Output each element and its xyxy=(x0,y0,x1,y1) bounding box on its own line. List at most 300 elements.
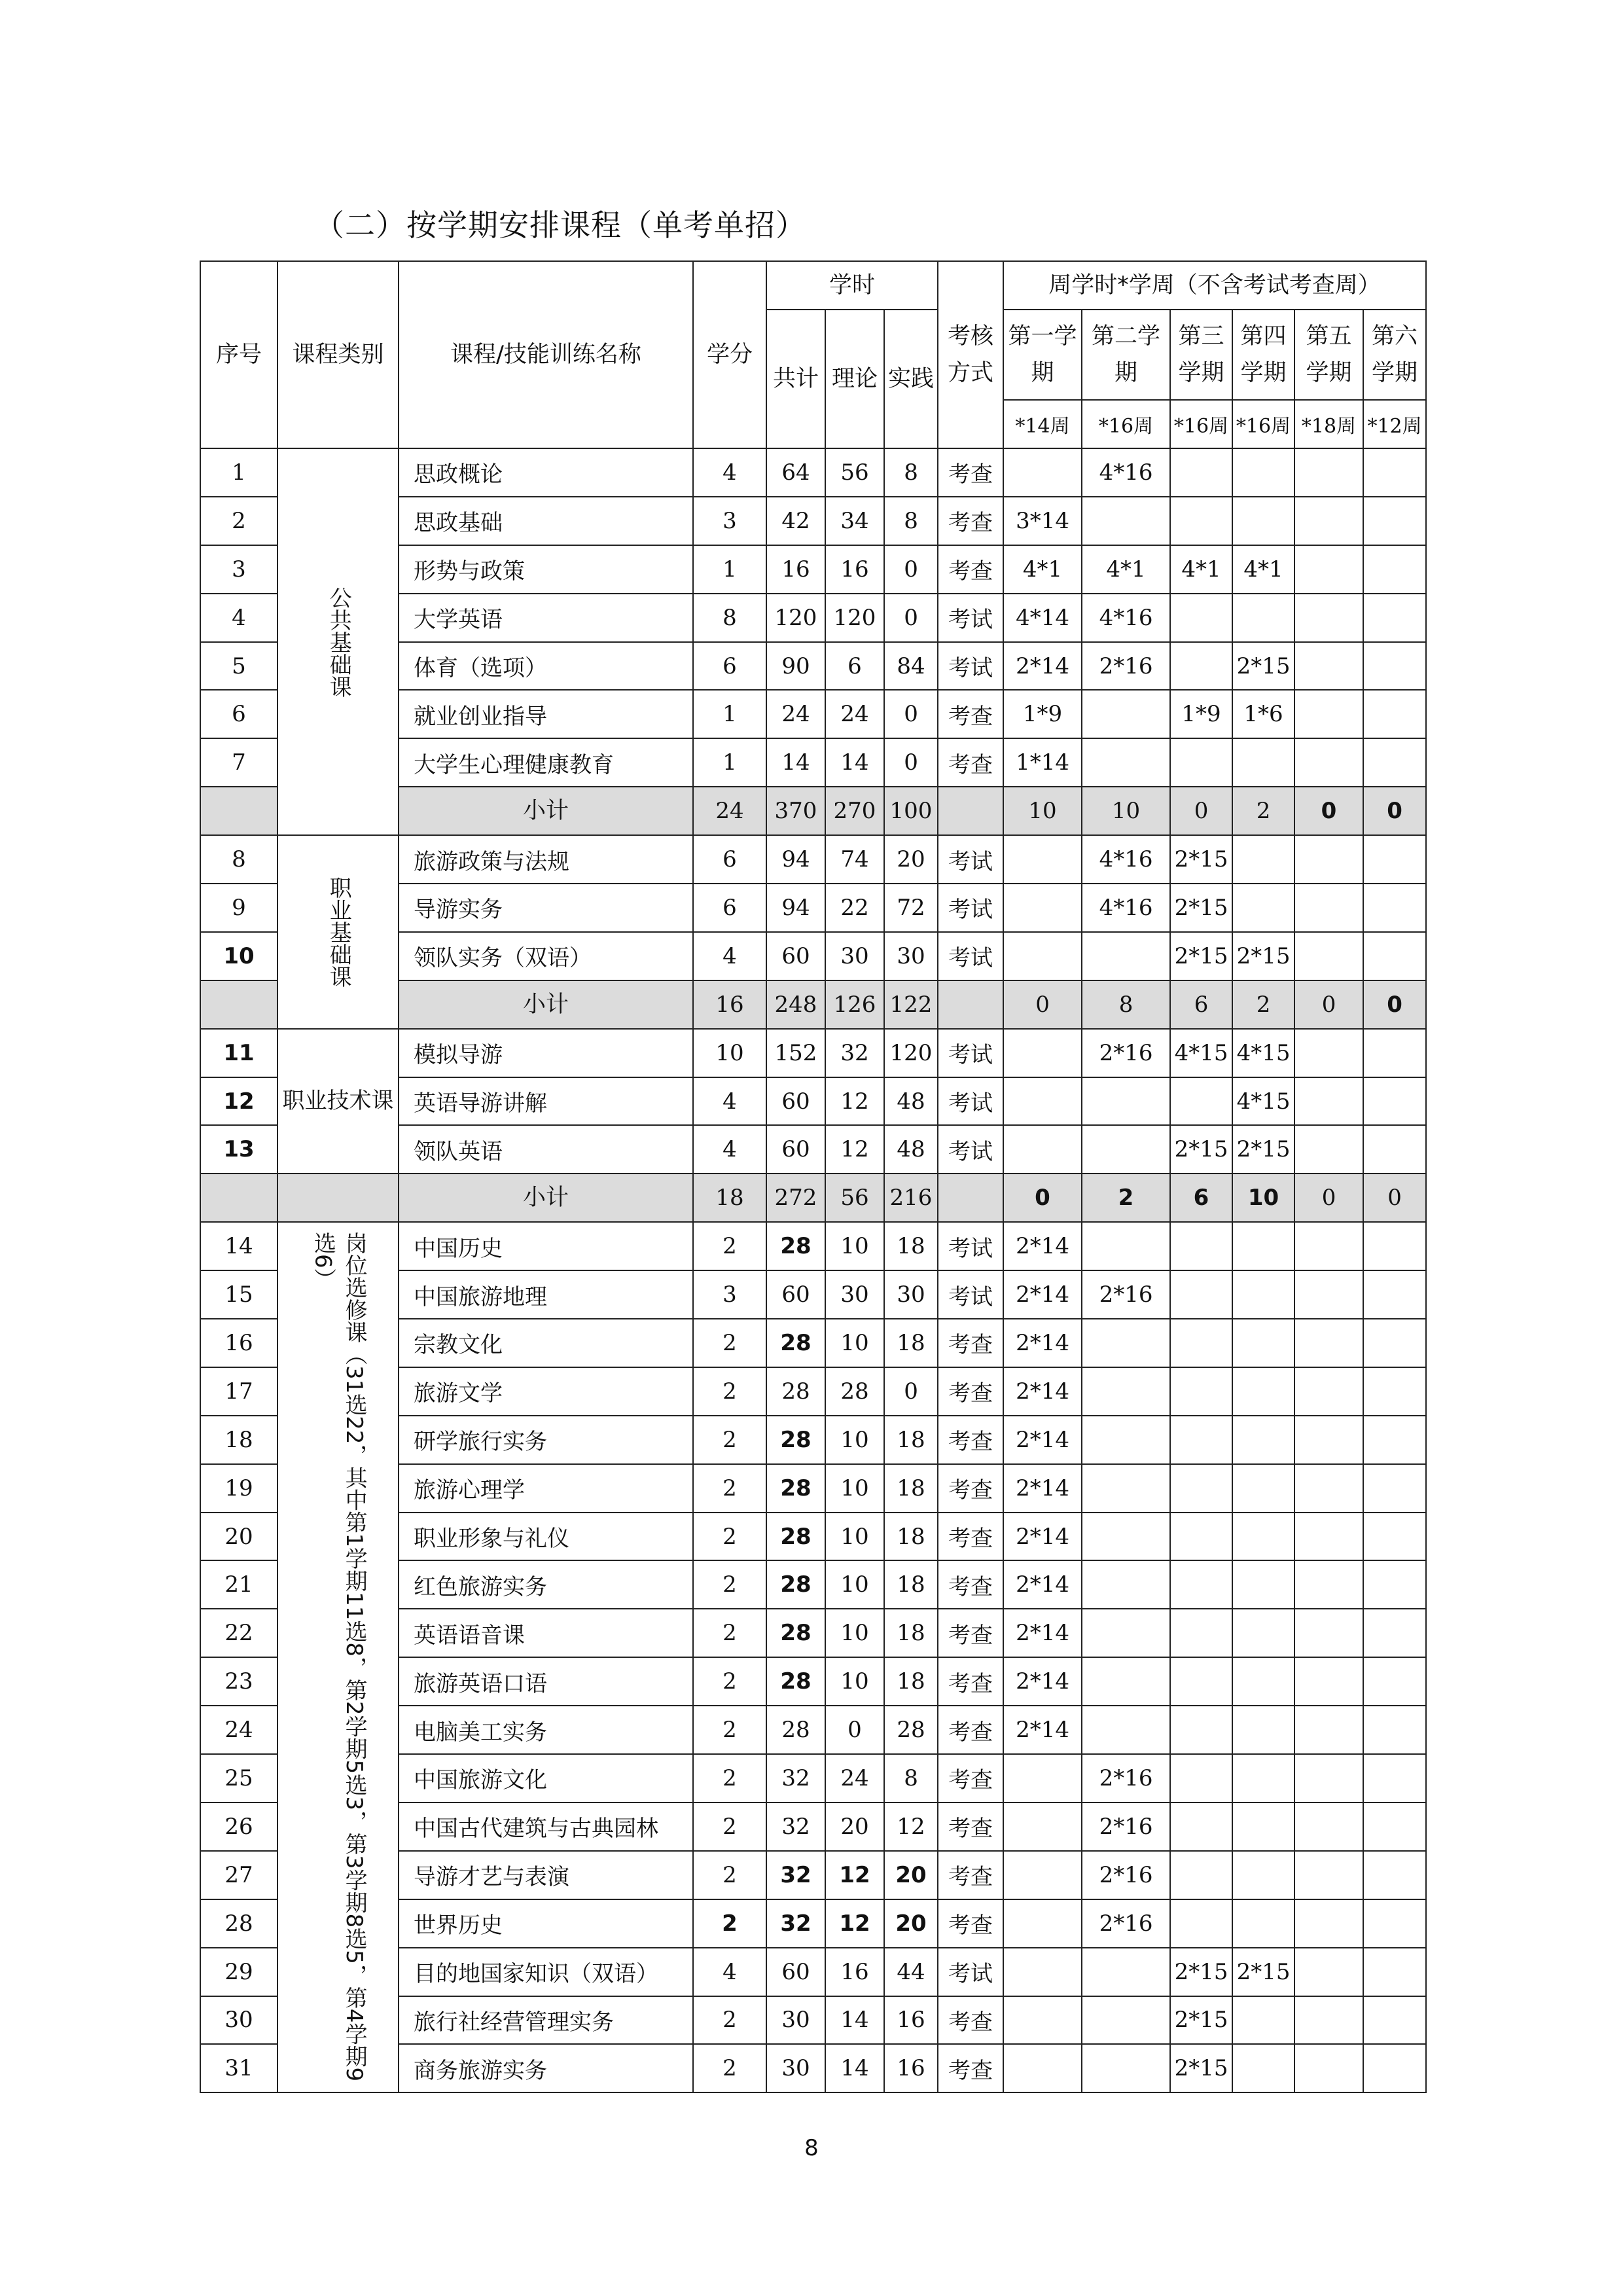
cell-s5 xyxy=(1294,1754,1363,1803)
cell-name: 世界历史 xyxy=(399,1899,693,1948)
cell-exam: 考查 xyxy=(938,1996,1003,2045)
cell-name: 中国旅游文化 xyxy=(399,1754,693,1803)
header-exam: 考核方式 xyxy=(938,261,1003,448)
cell-theory: 22 xyxy=(825,884,884,932)
subtotal-value: 0 xyxy=(1294,980,1363,1029)
cell-name: 宗教文化 xyxy=(399,1319,693,1367)
cell-s6 xyxy=(1363,497,1426,545)
subtotal-value: 0 xyxy=(1363,980,1426,1029)
cell-s5 xyxy=(1294,932,1363,980)
cell-theory: 10 xyxy=(825,1560,884,1609)
cell-seq: 5 xyxy=(200,642,277,691)
cell-s5 xyxy=(1294,690,1363,738)
header-semester-4: 第四学期 xyxy=(1232,310,1294,400)
cell-s6 xyxy=(1363,1367,1426,1416)
cell-exam: 考查 xyxy=(938,1513,1003,1561)
cell-total: 94 xyxy=(766,835,825,884)
cell-s2 xyxy=(1082,690,1170,738)
cell-s5 xyxy=(1294,545,1363,594)
cell-seq: 11 xyxy=(200,1029,277,1077)
cell-exam: 考查 xyxy=(938,1464,1003,1513)
cell-seq: 22 xyxy=(200,1609,277,1657)
cell-name: 英语导游讲解 xyxy=(399,1077,693,1126)
cell-s6 xyxy=(1363,1416,1426,1464)
cell-name: 英语语音课 xyxy=(399,1609,693,1657)
cell-theory: 12 xyxy=(825,1125,884,1174)
cell-s3 xyxy=(1170,1222,1232,1270)
header-semester-3: 第三学期 xyxy=(1170,310,1232,400)
cell-s3 xyxy=(1170,1560,1232,1609)
cell-exam: 考试 xyxy=(938,594,1003,642)
cell-credit: 1 xyxy=(693,738,766,787)
cell-s1 xyxy=(1003,1077,1082,1126)
subtotal-seq-cell xyxy=(200,1174,277,1222)
cell-s6 xyxy=(1363,1996,1426,2045)
cell-theory: 6 xyxy=(825,642,884,691)
cell-practice: 18 xyxy=(884,1560,938,1609)
subtotal-value: 10 xyxy=(1003,787,1082,835)
cell-theory: 12 xyxy=(825,1077,884,1126)
cell-exam: 考试 xyxy=(938,835,1003,884)
cell-s6 xyxy=(1363,1899,1426,1948)
cell-theory: 16 xyxy=(825,1948,884,1996)
cell-s1 xyxy=(1003,884,1082,932)
cell-s1: 2*14 xyxy=(1003,1464,1082,1513)
cell-seq: 17 xyxy=(200,1367,277,1416)
cell-s1 xyxy=(1003,1851,1082,1899)
cell-theory: 24 xyxy=(825,1754,884,1803)
cell-s2 xyxy=(1082,1996,1170,2045)
cell-s6 xyxy=(1363,690,1426,738)
cell-s3 xyxy=(1170,448,1232,497)
cell-exam: 考试 xyxy=(938,1125,1003,1174)
cell-total: 28 xyxy=(766,1513,825,1561)
cell-s4 xyxy=(1232,835,1294,884)
cell-s3: 2*15 xyxy=(1170,2044,1232,2092)
table-row xyxy=(200,835,1426,884)
cell-seq: 1 xyxy=(200,448,277,497)
header-semester-2: 第二学期 xyxy=(1082,310,1170,400)
subtotal-category-cell xyxy=(277,1174,399,1222)
cell-s3 xyxy=(1170,1077,1232,1126)
cell-s1: 4*14 xyxy=(1003,594,1082,642)
cell-total: 28 xyxy=(766,1706,825,1754)
cell-s5 xyxy=(1294,1560,1363,1609)
cell-theory: 10 xyxy=(825,1657,884,1706)
cell-s2: 4*16 xyxy=(1082,594,1170,642)
cell-theory: 120 xyxy=(825,594,884,642)
cell-s5 xyxy=(1294,1029,1363,1077)
cell-name: 中国旅游地理 xyxy=(399,1270,693,1319)
cell-total: 28 xyxy=(766,1657,825,1706)
cell-credit: 2 xyxy=(693,1464,766,1513)
cell-credit: 6 xyxy=(693,835,766,884)
cell-exam: 考查 xyxy=(938,1560,1003,1609)
cell-s1: 4*1 xyxy=(1003,545,1082,594)
cell-s4: 2*15 xyxy=(1232,1125,1294,1174)
cell-s6 xyxy=(1363,1948,1426,1996)
header-weeks-6: *12周 xyxy=(1363,400,1426,448)
cell-s5 xyxy=(1294,1464,1363,1513)
cell-seq: 26 xyxy=(200,1803,277,1851)
subtotal-value: 0 xyxy=(1294,787,1363,835)
cell-theory: 32 xyxy=(825,1029,884,1077)
cell-credit: 4 xyxy=(693,1077,766,1126)
cell-s5 xyxy=(1294,1367,1363,1416)
cell-name: 就业创业指导 xyxy=(399,690,693,738)
cell-seq: 9 xyxy=(200,884,277,932)
cell-credit: 2 xyxy=(693,1996,766,2045)
cell-credit: 2 xyxy=(693,2044,766,2092)
cell-seq: 19 xyxy=(200,1464,277,1513)
cell-credit: 10 xyxy=(693,1029,766,1077)
cell-practice: 16 xyxy=(884,1996,938,2045)
cell-exam: 考试 xyxy=(938,1270,1003,1319)
cell-s4: 4*15 xyxy=(1232,1077,1294,1126)
header-theory: 理论 xyxy=(825,310,884,448)
cell-theory: 0 xyxy=(825,1706,884,1754)
cell-s2 xyxy=(1082,1948,1170,1996)
cell-s5 xyxy=(1294,738,1363,787)
cell-s2 xyxy=(1082,1657,1170,1706)
header-course-name: 课程/技能训练名称 xyxy=(399,261,693,448)
cell-total: 32 xyxy=(766,1899,825,1948)
cell-s4: 2*15 xyxy=(1232,642,1294,691)
cell-practice: 18 xyxy=(884,1222,938,1270)
cell-credit: 4 xyxy=(693,1948,766,1996)
cell-s2 xyxy=(1082,1416,1170,1464)
cell-s2 xyxy=(1082,1513,1170,1561)
subtotal-value: 0 xyxy=(1170,787,1232,835)
cell-s6 xyxy=(1363,1270,1426,1319)
subtotal-value: 2 xyxy=(1232,787,1294,835)
cell-s5 xyxy=(1294,1319,1363,1367)
cell-credit: 2 xyxy=(693,1609,766,1657)
cell-s5 xyxy=(1294,2044,1363,2092)
cell-seq: 27 xyxy=(200,1851,277,1899)
cell-name: 旅行社经营管理实务 xyxy=(399,1996,693,2045)
cell-s3 xyxy=(1170,594,1232,642)
cell-s4: 2*15 xyxy=(1232,1948,1294,1996)
cell-s6 xyxy=(1363,738,1426,787)
cell-total: 28 xyxy=(766,1464,825,1513)
cell-s3 xyxy=(1170,1754,1232,1803)
cell-name: 目的地国家知识（双语） xyxy=(399,1948,693,1996)
cell-s3 xyxy=(1170,1319,1232,1367)
cell-seq: 6 xyxy=(200,690,277,738)
cell-theory: 14 xyxy=(825,1996,884,2045)
cell-s2 xyxy=(1082,1125,1170,1174)
cell-total: 24 xyxy=(766,690,825,738)
cell-s3: 4*1 xyxy=(1170,545,1232,594)
cell-s1: 2*14 xyxy=(1003,1319,1082,1367)
cell-practice: 20 xyxy=(884,1899,938,1948)
subtotal-row xyxy=(200,1174,1426,1222)
cell-credit: 2 xyxy=(693,1319,766,1367)
cell-name: 导游才艺与表演 xyxy=(399,1851,693,1899)
cell-total: 28 xyxy=(766,1367,825,1416)
cell-credit: 2 xyxy=(693,1706,766,1754)
cell-exam: 考查 xyxy=(938,1416,1003,1464)
table-row xyxy=(200,1222,1426,1270)
cell-exam: 考查 xyxy=(938,738,1003,787)
cell-s5 xyxy=(1294,1222,1363,1270)
cell-s3: 2*15 xyxy=(1170,1125,1232,1174)
cell-name: 思政基础 xyxy=(399,497,693,545)
cell-s6 xyxy=(1363,1560,1426,1609)
cell-s6 xyxy=(1363,1609,1426,1657)
cell-name: 思政概论 xyxy=(399,448,693,497)
cell-s4 xyxy=(1232,1270,1294,1319)
cell-s3 xyxy=(1170,497,1232,545)
cell-exam: 考查 xyxy=(938,1899,1003,1948)
cell-total: 30 xyxy=(766,1996,825,2045)
table-row xyxy=(200,1029,1426,1077)
cell-exam: 考查 xyxy=(938,1367,1003,1416)
cell-credit: 2 xyxy=(693,1513,766,1561)
cell-s1 xyxy=(1003,835,1082,884)
cell-s6 xyxy=(1363,1077,1426,1126)
cell-practice: 84 xyxy=(884,642,938,691)
subtotal-label: 小计 xyxy=(399,1174,693,1222)
cell-s1: 2*14 xyxy=(1003,1222,1082,1270)
cell-total: 28 xyxy=(766,1319,825,1367)
subtotal-value: 0 xyxy=(1294,1174,1363,1222)
course-category-cell xyxy=(277,1029,399,1174)
cell-s5 xyxy=(1294,1657,1363,1706)
cell-s5 xyxy=(1294,1416,1363,1464)
cell-name: 领队实务（双语） xyxy=(399,932,693,980)
cell-practice: 16 xyxy=(884,2044,938,2092)
cell-s5 xyxy=(1294,448,1363,497)
cell-s1 xyxy=(1003,1996,1082,2045)
cell-seq: 25 xyxy=(200,1754,277,1803)
subtotal-value: 0 xyxy=(1003,1174,1082,1222)
cell-s2: 2*16 xyxy=(1082,1029,1170,1077)
cell-s5 xyxy=(1294,1270,1363,1319)
cell-s6 xyxy=(1363,545,1426,594)
cell-s6 xyxy=(1363,835,1426,884)
cell-credit: 2 xyxy=(693,1803,766,1851)
cell-s4 xyxy=(1232,1367,1294,1416)
cell-total: 30 xyxy=(766,2044,825,2092)
cell-seq: 8 xyxy=(200,835,277,884)
cell-s2: 4*16 xyxy=(1082,448,1170,497)
subtotal-value: 0 xyxy=(1003,980,1082,1029)
cell-exam: 考试 xyxy=(938,1948,1003,1996)
cell-credit: 3 xyxy=(693,1270,766,1319)
cell-s3: 4*15 xyxy=(1170,1029,1232,1077)
cell-practice: 72 xyxy=(884,884,938,932)
cell-exam: 考试 xyxy=(938,642,1003,691)
subtotal-value: 126 xyxy=(825,980,884,1029)
cell-s6 xyxy=(1363,1851,1426,1899)
cell-s3: 2*15 xyxy=(1170,835,1232,884)
cell-theory: 34 xyxy=(825,497,884,545)
subtotal-value: 10 xyxy=(1082,787,1170,835)
cell-practice: 120 xyxy=(884,1029,938,1077)
cell-s4 xyxy=(1232,1754,1294,1803)
cell-practice: 8 xyxy=(884,497,938,545)
cell-credit: 1 xyxy=(693,545,766,594)
cell-seq: 29 xyxy=(200,1948,277,1996)
cell-seq: 14 xyxy=(200,1222,277,1270)
cell-credit: 2 xyxy=(693,1899,766,1948)
cell-s3 xyxy=(1170,1657,1232,1706)
cell-seq: 15 xyxy=(200,1270,277,1319)
cell-total: 64 xyxy=(766,448,825,497)
subtotal-value: 8 xyxy=(1082,980,1170,1029)
cell-exam: 考试 xyxy=(938,932,1003,980)
cell-s5 xyxy=(1294,1125,1363,1174)
cell-s2 xyxy=(1082,1319,1170,1367)
cell-s1 xyxy=(1003,1125,1082,1174)
cell-name: 旅游文学 xyxy=(399,1367,693,1416)
cell-theory: 30 xyxy=(825,1270,884,1319)
cell-seq: 20 xyxy=(200,1513,277,1561)
cell-name: 领队英语 xyxy=(399,1125,693,1174)
cell-s4 xyxy=(1232,1851,1294,1899)
cell-s1 xyxy=(1003,448,1082,497)
cell-s2: 2*16 xyxy=(1082,1899,1170,1948)
cell-theory: 14 xyxy=(825,738,884,787)
cell-s4 xyxy=(1232,884,1294,932)
cell-credit: 2 xyxy=(693,1754,766,1803)
cell-theory: 10 xyxy=(825,1609,884,1657)
cell-total: 28 xyxy=(766,1609,825,1657)
cell-seq: 13 xyxy=(200,1125,277,1174)
cell-s2: 2*16 xyxy=(1082,1803,1170,1851)
header-seq: 序号 xyxy=(200,261,277,448)
cell-s2: 4*1 xyxy=(1082,545,1170,594)
cell-s4: 4*15 xyxy=(1232,1029,1294,1077)
cell-name: 旅游英语口语 xyxy=(399,1657,693,1706)
cell-s4 xyxy=(1232,1416,1294,1464)
cell-s5 xyxy=(1294,1996,1363,2045)
cell-s3 xyxy=(1170,738,1232,787)
cell-name: 红色旅游实务 xyxy=(399,1560,693,1609)
header-weeks-3: *16周 xyxy=(1170,400,1232,448)
cell-theory: 28 xyxy=(825,1367,884,1416)
subtotal-label: 小计 xyxy=(399,980,693,1029)
cell-credit: 2 xyxy=(693,1851,766,1899)
cell-exam: 考试 xyxy=(938,1077,1003,1126)
cell-s1: 2*14 xyxy=(1003,1706,1082,1754)
cell-s1: 2*14 xyxy=(1003,1270,1082,1319)
subtotal-value xyxy=(938,787,1003,835)
cell-s6 xyxy=(1363,1464,1426,1513)
cell-s3 xyxy=(1170,1803,1232,1851)
cell-theory: 10 xyxy=(825,1222,884,1270)
cell-s6 xyxy=(1363,594,1426,642)
cell-theory: 16 xyxy=(825,545,884,594)
cell-s3 xyxy=(1170,1513,1232,1561)
cell-practice: 20 xyxy=(884,835,938,884)
cell-total: 42 xyxy=(766,497,825,545)
cell-credit: 2 xyxy=(693,1657,766,1706)
cell-seq: 21 xyxy=(200,1560,277,1609)
cell-s3: 1*9 xyxy=(1170,690,1232,738)
cell-s3 xyxy=(1170,1609,1232,1657)
cell-exam: 考查 xyxy=(938,1706,1003,1754)
header-weekly: 周学时*学周（不含考试考查周） xyxy=(1003,261,1426,310)
cell-exam: 考查 xyxy=(938,2044,1003,2092)
header-semester-1: 第一学期 xyxy=(1003,310,1082,400)
cell-s4: 1*6 xyxy=(1232,690,1294,738)
cell-s6 xyxy=(1363,448,1426,497)
cell-s1: 2*14 xyxy=(1003,1657,1082,1706)
cell-total: 60 xyxy=(766,1270,825,1319)
cell-s5 xyxy=(1294,497,1363,545)
cell-s6 xyxy=(1363,1319,1426,1367)
cell-practice: 48 xyxy=(884,1077,938,1126)
cell-seq: 7 xyxy=(200,738,277,787)
cell-exam: 考查 xyxy=(938,1803,1003,1851)
subtotal-seq-cell xyxy=(200,980,277,1029)
cell-name: 体育（选项） xyxy=(399,642,693,691)
cell-s1: 2*14 xyxy=(1003,1609,1082,1657)
cell-s1 xyxy=(1003,1803,1082,1851)
cell-s2 xyxy=(1082,1077,1170,1126)
header-category: 课程类别 xyxy=(277,261,399,448)
cell-name: 商务旅游实务 xyxy=(399,2044,693,2092)
cell-exam: 考查 xyxy=(938,1609,1003,1657)
subtotal-value: 56 xyxy=(825,1174,884,1222)
cell-s5 xyxy=(1294,1899,1363,1948)
cell-s6 xyxy=(1363,884,1426,932)
cell-theory: 24 xyxy=(825,690,884,738)
subtotal-value: 0 xyxy=(1363,1174,1426,1222)
cell-s1: 3*14 xyxy=(1003,497,1082,545)
subtotal-label: 小计 xyxy=(399,787,693,835)
cell-s1 xyxy=(1003,1754,1082,1803)
cell-seq: 3 xyxy=(200,545,277,594)
cell-practice: 0 xyxy=(884,1367,938,1416)
cell-theory: 14 xyxy=(825,2044,884,2092)
cell-s5 xyxy=(1294,1706,1363,1754)
cell-s2 xyxy=(1082,738,1170,787)
course-category-label: 岗位选修课（31选22，其中第1学期11选8，第2学期5选3，第3学期8选5，第4学期9选6） xyxy=(310,1232,368,2082)
cell-s2 xyxy=(1082,1560,1170,1609)
header-weeks-1: *14周 xyxy=(1003,400,1082,448)
cell-s3: 2*15 xyxy=(1170,1996,1232,2045)
cell-exam: 考查 xyxy=(938,545,1003,594)
cell-s5 xyxy=(1294,835,1363,884)
table-row xyxy=(200,448,1426,497)
cell-s6 xyxy=(1363,1657,1426,1706)
cell-s2: 2*16 xyxy=(1082,1270,1170,1319)
cell-name: 中国古代建筑与古典园林 xyxy=(399,1803,693,1851)
cell-exam: 考查 xyxy=(938,1754,1003,1803)
cell-s1: 2*14 xyxy=(1003,642,1082,691)
cell-total: 32 xyxy=(766,1803,825,1851)
cell-s5 xyxy=(1294,1609,1363,1657)
subtotal-value: 216 xyxy=(884,1174,938,1222)
cell-exam: 考试 xyxy=(938,884,1003,932)
cell-practice: 12 xyxy=(884,1803,938,1851)
header-semester-5: 第五学期 xyxy=(1294,310,1363,400)
course-category-cell xyxy=(277,448,399,835)
cell-s4 xyxy=(1232,1222,1294,1270)
cell-name: 导游实务 xyxy=(399,884,693,932)
cell-s6 xyxy=(1363,1754,1426,1803)
cell-credit: 8 xyxy=(693,594,766,642)
cell-exam: 考试 xyxy=(938,1222,1003,1270)
cell-s2: 2*16 xyxy=(1082,642,1170,691)
cell-s2 xyxy=(1082,1222,1170,1270)
cell-total: 32 xyxy=(766,1851,825,1899)
cell-s5 xyxy=(1294,1851,1363,1899)
